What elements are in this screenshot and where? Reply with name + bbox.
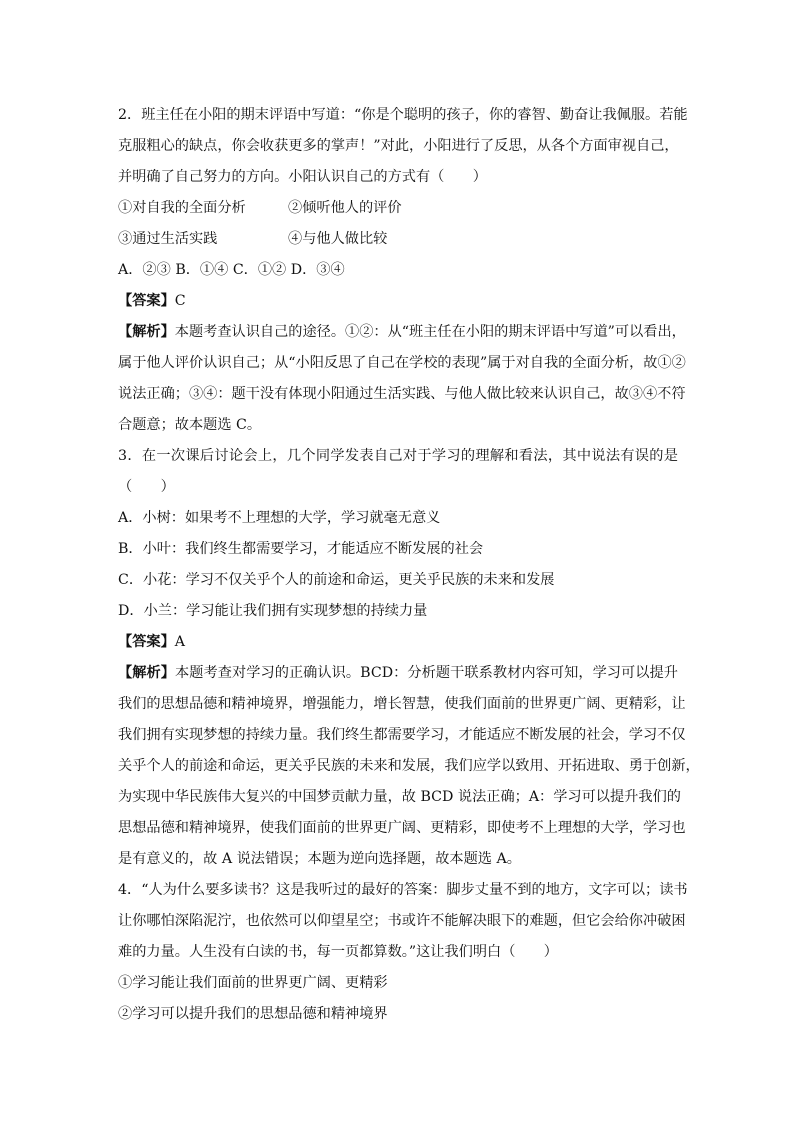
q3-analysis-line-2: 我们的思想品德和精神境界，增强能力，增长智慧，使我们面前的世界更广阔、更精彩，让: [118, 696, 686, 712]
q3-option-d: D．小兰：学习能让我们拥有实现梦想的持续力量: [118, 603, 428, 619]
q3-analysis-line-3: 我们拥有实现梦想的持续力量。我们终生都需要学习，才能适应不断发展的社会，学习不仅: [118, 727, 686, 743]
q3-stem-line-1: 3．在一次课后讨论会上，几个同学发表自己对于学习的理解和看法，其中说法有误的是: [118, 448, 678, 464]
answer-tag: 【答案】: [118, 293, 175, 309]
q3-answer: [118, 627, 678, 658]
answer-tag: 【答案】: [118, 634, 175, 650]
analysis-tag: 【解析】: [118, 665, 175, 681]
q2-options-row-1: [118, 193, 678, 224]
q4-stem-line-3: 难的力量。人生没有白读的书，每一页都算数。”这让我们明白（ ）: [118, 944, 558, 960]
q2-stem-line-1: 2．班主任在小阳的期末评语中写道：“你是个聪明的孩子，你的睿智、勤奋让我佩服。若能: [118, 107, 688, 123]
q2-option-4: ④与他人做比较: [288, 231, 388, 247]
document-content: [118, 100, 700, 1030]
q4-stem-line-1: 4．“人为什么要多读书？这是我听过的最好的答案：脚步丈量不到的地方，文字可以；读书: [118, 882, 688, 898]
q2-stem-line-3: 并明确了自己努力的方向。小阳认识自己的方式有（ ）: [118, 169, 487, 185]
q2-analysis-line-2: 属于他人评价认识自己；从“小阳反思了自己在学校的表现”属于对自我的全面分析，故①②: [118, 355, 686, 371]
analysis-text: 本题考查对学习的正确认识。BCD：分析题干联系教材内容可知，学习可以提升: [174, 665, 678, 681]
q3-analysis-line-7: 是有意义的，故 A 说法错误；本题为逆向选择题，故本题选 A。: [118, 851, 521, 867]
q2-choices: A．②③ B．①④ C．①② D．③④: [118, 262, 345, 278]
q2-option-1: ①对自我的全面分析: [118, 200, 246, 216]
q3-stem-line-2: （ ）: [118, 479, 175, 495]
q4-stem-line-2: 让你哪怕深陷泥泞，也依然可以仰望星空；书或许不能解决眼下的难题，但它会给你冲破困: [118, 913, 686, 929]
q4-option-1: ①学习能让我们面前的世界更广阔、更精彩: [118, 975, 388, 991]
q3-analysis-line-5: 为实现中华民族伟大复兴的中国梦贡献力量，故 BCD 说法正确；A：学习可以提升我们的: [118, 789, 681, 805]
q3-analysis-line-4: 关乎个人的前途和命运，更关乎民族的未来和发展，我们应学以致用、开拓进取、勇于创新，: [118, 758, 700, 774]
q3-analysis-line-1: [118, 658, 678, 689]
analysis-tag: 【解析】: [118, 324, 175, 340]
q3-option-a: A．小树：如果考不上理想的大学，学习就毫无意义: [118, 510, 441, 526]
q3-option-b: B．小叶：我们终生都需要学习，才能适应不断发展的社会: [118, 541, 484, 557]
analysis-text: 本题考查认识自己的途径。①②：从“班主任在小阳的期末评语中写道”可以看出，: [174, 324, 686, 340]
q3-analysis-line-6: 思想品德和精神境界，使我们面前的世界更广阔、更精彩，即使考不上理想的大学，学习也: [118, 820, 686, 836]
q2-stem-line-2: 克服粗心的缺点，你会收获更多的掌声！”对此，小阳进行了反思，从各个方面审视自己，: [118, 138, 679, 154]
q2-option-3: ③通过生活实践: [118, 231, 218, 247]
q2-answer: [118, 286, 678, 317]
q2-analysis-line-1: [118, 317, 686, 348]
answer-value: A: [174, 634, 186, 650]
q2-analysis-line-3: 说法正确；③④：题干没有体现小阳通过生活实践、与他人做比较来认识自己，故③④不符: [118, 386, 686, 402]
q4-option-2: ②学习可以提升我们的思想品德和精神境界: [118, 1006, 388, 1022]
q3-option-c: C．小花：学习不仅关乎个人的前途和命运，更关乎民族的未来和发展: [118, 572, 555, 588]
q2-analysis-line-4: 合题意；故本题选 C。: [118, 417, 262, 433]
answer-value: C: [174, 293, 186, 309]
q2-option-2: ②倾听他人的评价: [288, 200, 402, 216]
q2-options-row-2: [118, 224, 678, 255]
